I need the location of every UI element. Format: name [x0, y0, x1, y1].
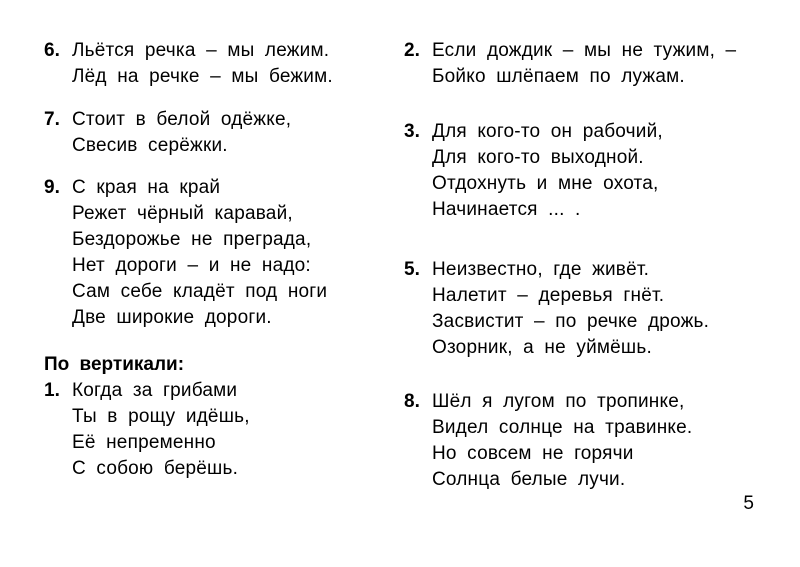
riddle-number: 3. [404, 121, 420, 142]
left-column [44, 38, 374, 482]
riddle-6 [44, 38, 374, 90]
riddle-text [72, 38, 333, 90]
vertical-heading: По вертикали: [44, 354, 185, 375]
riddle-line: Стоит в белой одёжке, [72, 109, 292, 130]
riddle-number: 6. [44, 40, 60, 61]
riddle-line: Бездорожье не преграда, [72, 229, 312, 250]
riddle-line: Засвистит – по речке дрожь. [432, 311, 710, 332]
riddle-2 [404, 38, 784, 90]
riddle-line: Шёл я лугом по тропинке, [432, 391, 685, 412]
riddle-7 [44, 107, 374, 159]
riddle-line: Неизвестно, где живёт. [432, 259, 650, 280]
riddle-line: Солнца белые лучи. [432, 469, 626, 490]
riddle-line: С собою берёшь. [72, 458, 239, 479]
riddle-line: Для кого-то выходной. [432, 147, 644, 168]
right-column [404, 38, 784, 493]
riddle-line: Для кого-то он рабочий, [432, 121, 663, 142]
riddle-line: Видел солнце на травинке. [432, 417, 693, 438]
riddle-line: Озорник, а не уймёшь. [432, 337, 652, 358]
riddle-line: Отдохнуть и мне охота, [432, 173, 659, 194]
riddle-number: 2. [404, 40, 420, 61]
riddle-text [432, 38, 736, 90]
riddle-number: 5. [404, 259, 420, 280]
page-number: 5 [743, 493, 754, 514]
riddle-line: С края на край [72, 177, 221, 198]
riddle-line: Если дождик – мы не тужим, – [432, 40, 737, 61]
riddle-5 [404, 257, 784, 361]
riddle-line: Режет чёрный каравай, [72, 203, 293, 224]
riddle-3 [404, 119, 784, 223]
riddle-number: 7. [44, 109, 60, 130]
riddle-line: Сам себе кладёт под ноги [72, 281, 328, 302]
riddle-text [432, 389, 692, 493]
riddle-text [72, 175, 327, 331]
riddle-text [72, 378, 250, 482]
riddle-8 [404, 389, 784, 493]
riddle-line: Но совсем не горячи [432, 443, 634, 464]
riddle-text [432, 119, 663, 223]
riddle-line: Льётся речка – мы лежим. [72, 40, 330, 61]
riddle-number: 9. [44, 177, 60, 198]
riddle-line: Ты в рощу идёшь, [72, 406, 250, 427]
riddle-1 [44, 378, 374, 482]
riddle-line: Свесив серёжки. [72, 135, 228, 156]
riddle-line: Нет дороги – и не надо: [72, 255, 311, 276]
riddle-line: Когда за грибами [72, 380, 238, 401]
riddle-line: Налетит – деревья гнёт. [432, 285, 665, 306]
riddle-9 [44, 175, 374, 331]
riddle-line: Лёд на речке – мы бежим. [72, 66, 333, 87]
riddle-text [432, 257, 709, 361]
riddle-line: Начинается ... . [432, 199, 581, 220]
riddle-number: 8. [404, 391, 420, 412]
riddle-line: Её непременно [72, 432, 216, 453]
riddle-text [72, 107, 291, 159]
riddle-line: Две широкие дороги. [72, 307, 272, 328]
riddle-number: 1. [44, 380, 60, 401]
riddle-line: Бойко шлёпаем по лужам. [432, 66, 685, 87]
